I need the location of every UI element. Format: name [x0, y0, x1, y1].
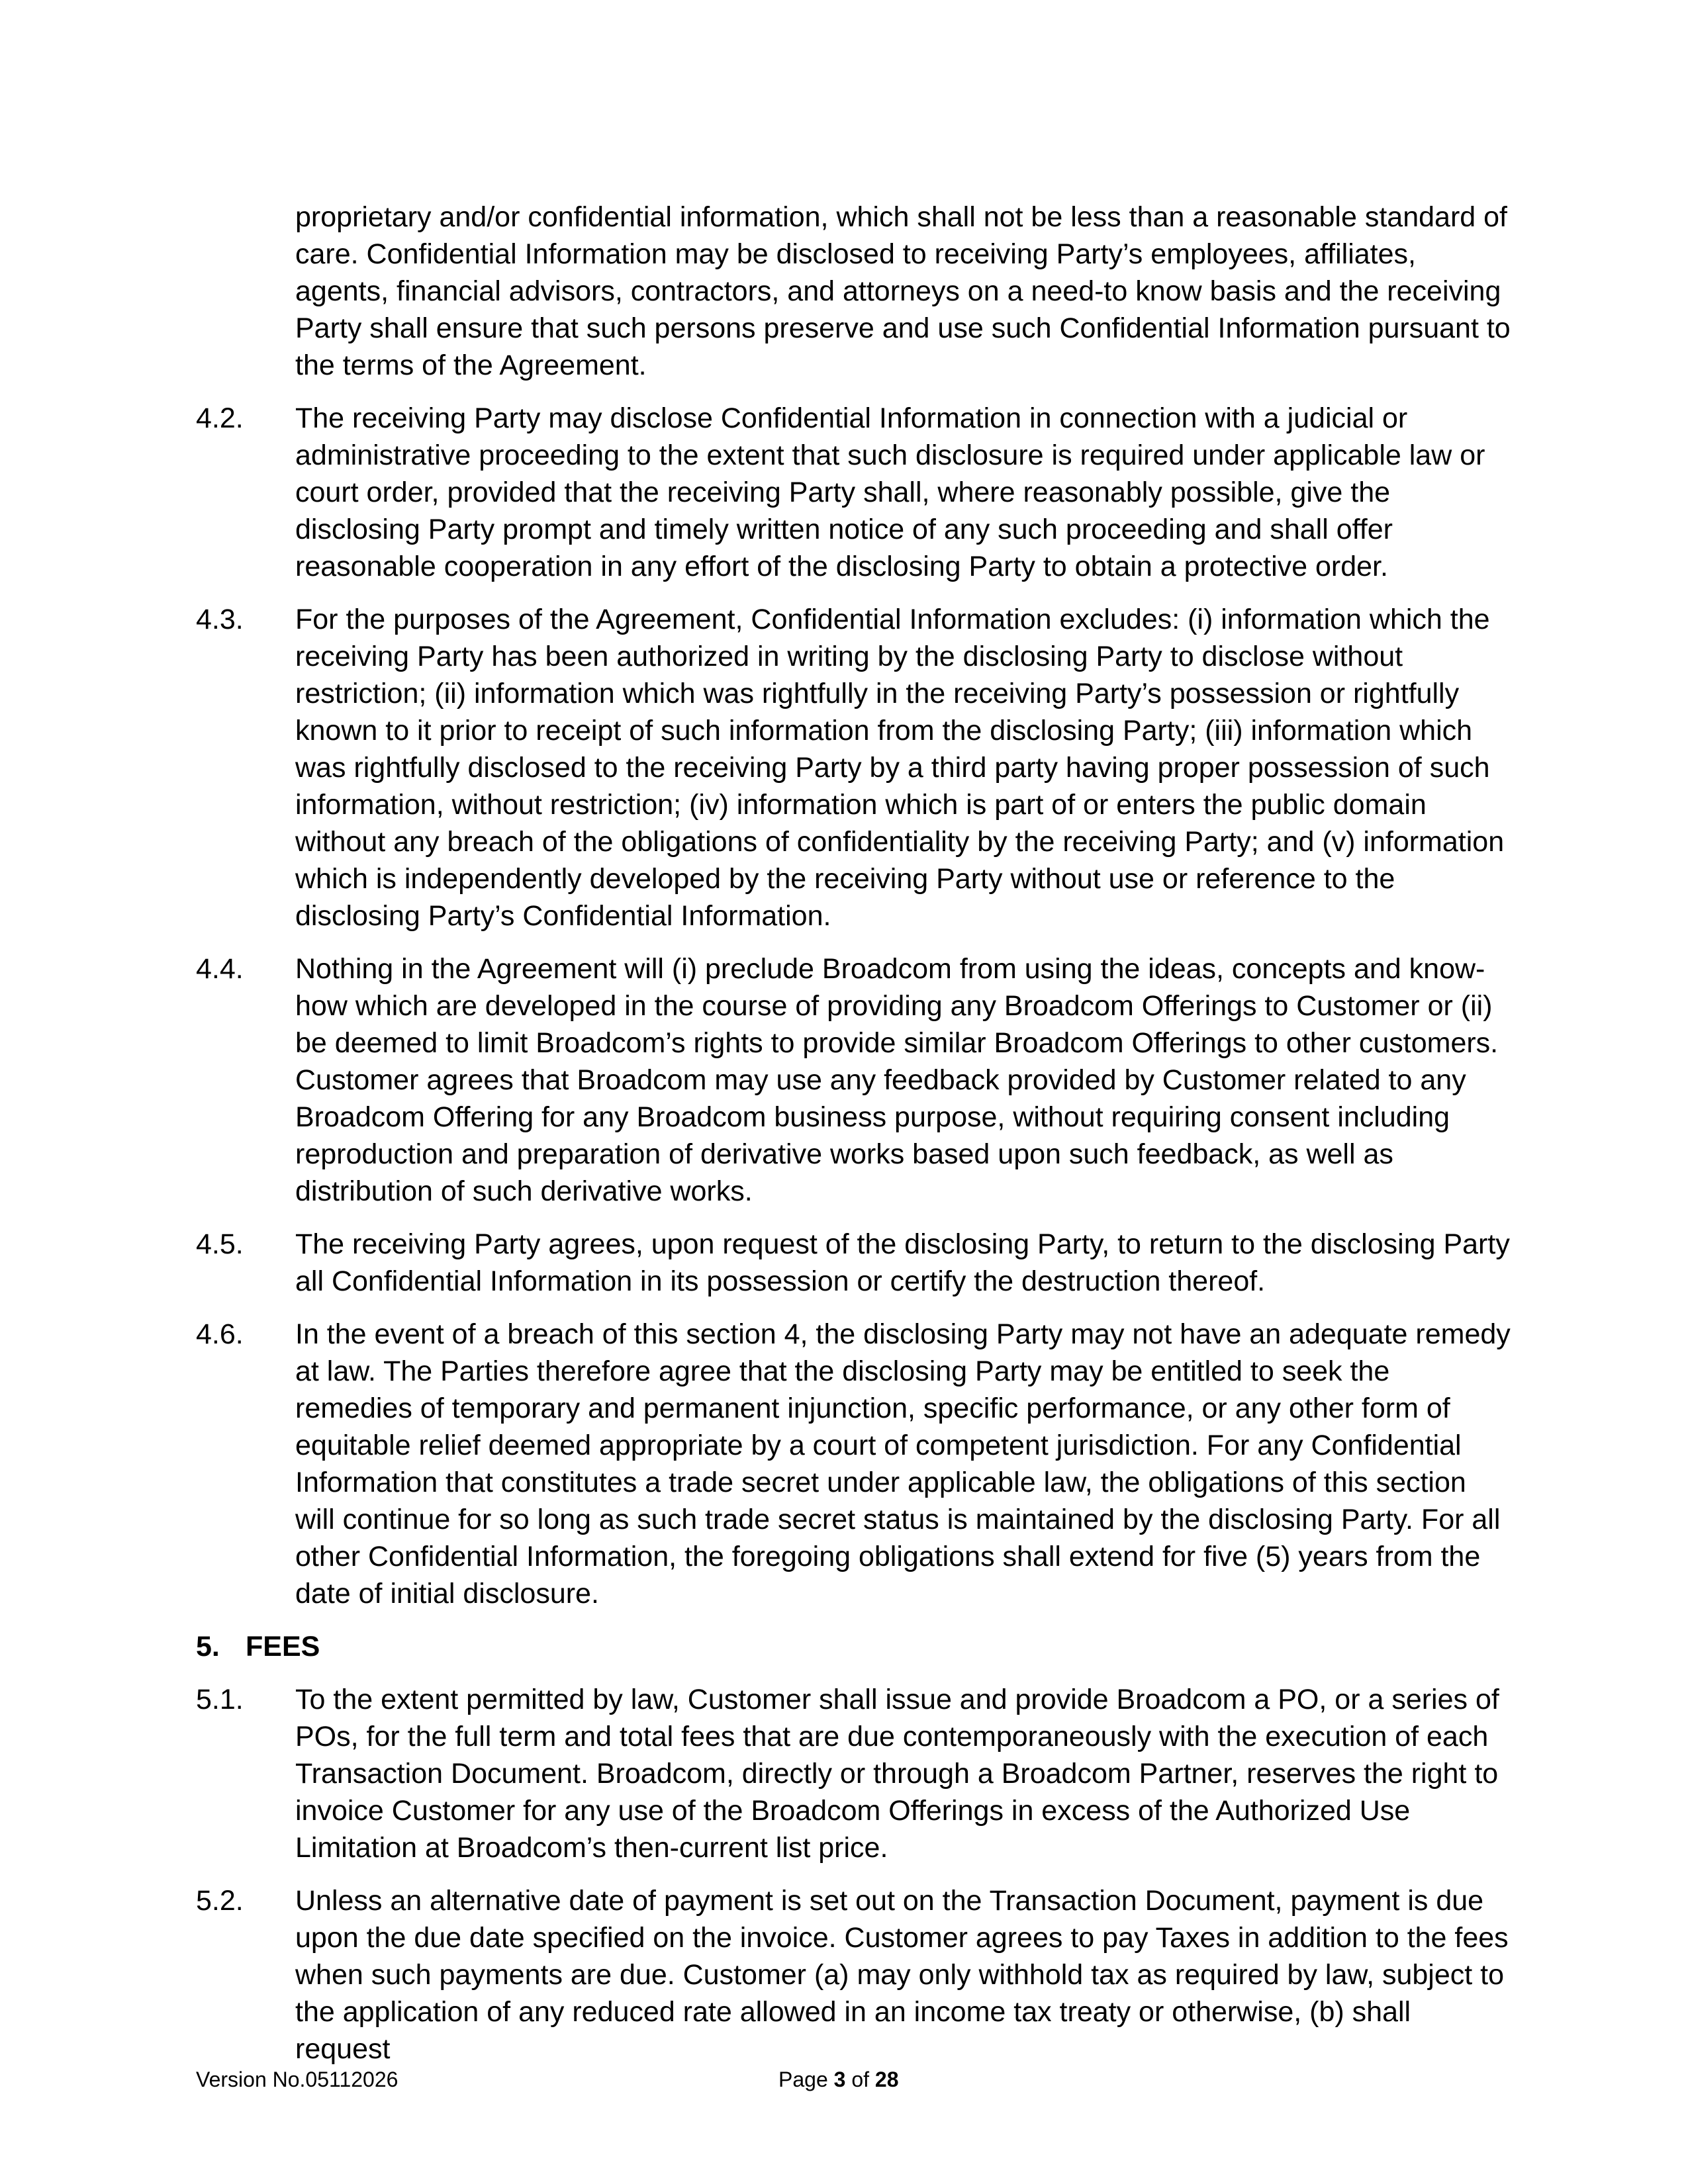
page-current: 3 [833, 2068, 846, 2091]
clause-5-1 [196, 1681, 1513, 1866]
clause-4-4 [196, 950, 1513, 1210]
clause-text: To the extent permitted by law, Customer shall issue and provide Broadcom a PO, or a series of POs, for the full term and total fees that are due contemporaneously with the execution of each Transaction Document. Broadcom, directly or through a Broadcom Partner, reserves the right to invoice Customer for any use of the Broadcom Offerings in excess of the Authorized Use Limitation at Broadcom’s then-current list price. [295, 1684, 1499, 1864]
clause-4-3 [196, 601, 1513, 934]
clause-number: 4.4. [196, 953, 244, 985]
section-number: 5. [196, 1631, 220, 1662]
page-footer [196, 2066, 1513, 2093]
clause-text: Unless an alternative date of payment is set out on the Transaction Document, payment is due upon the due date specified on the invoice. Customer agrees to pay Taxes in addition to the fees when such payments are due. Customer (a) may only withhold tax as required by law, subject to the application of any reduced rate allowed in an income tax treaty or otherwise, (b) shall request [295, 1885, 1509, 2065]
clause-number: 4.3. [196, 604, 244, 635]
clause-4-2 [196, 400, 1513, 585]
page-word: Page [778, 2068, 828, 2091]
version-number: Version No.05112026 [196, 2068, 399, 2091]
page-number [778, 2066, 898, 2093]
clause-text: The receiving Party may disclose Confidential Information in connection with a judicial or administrative proceeding to the extent that such disclosure is required under applicable law or court order, provided that the receiving Party shall, where reasonably possible, give the disclosing Party prompt and timely written notice of any such proceeding and shall offer reasonable cooperation in any effort of the disclosing Party to obtain a protective order. [295, 402, 1485, 582]
clause-4-5 [196, 1226, 1513, 1300]
page-total: 28 [874, 2068, 899, 2091]
clause-text: The receiving Party agrees, upon request of the disclosing Party, to return to the disclosing Party all Confidential Information in its possession or certify the destruction thereof. [295, 1228, 1510, 1297]
document-body [196, 199, 1513, 2083]
clause-number: 4.2. [196, 402, 244, 434]
page-of: of [851, 2068, 869, 2091]
clause-text: Nothing in the Agreement will (i) preclude Broadcom from using the ideas, concepts and know-how which are developed in the course of providing any Broadcom Offerings to Customer or (ii) be deemed to limit Broadcom’s rights to provide similar Broadcom Offerings to other customers. Customer agrees that Broadcom may use any feedback provided by Customer related to any Broadcom Offering for any Broadcom business purpose, without requiring consent including reproduction and preparation of derivative works based upon such feedback, as well as distribution of such derivative works. [295, 953, 1499, 1207]
clause-number: 5.2. [196, 1885, 244, 1917]
clause-text: For the purposes of the Agreement, Confidential Information excludes: (i) information which the receiving Party has been authorized in writing by the disclosing Party to disclose without restriction; (ii) information which was rightfully in the receiving Party’s possession or rightfully known to it prior to receipt of such information from the disclosing Party; (iii) information which was rightfully disclosed to the receiving Party by a third party having proper possession of such information, without restriction; (iv) information which is part of or enters the public domain without any breach of the obligations of confidentiality by the receiving Party; and (v) information which is independently developed by the receiving Party without use or reference to the disclosing Party’s Confidential Information. [295, 604, 1505, 932]
clause-number: 4.5. [196, 1228, 244, 1260]
clause-number: 4.6. [196, 1318, 244, 1350]
clause-5-2 [196, 1882, 1513, 2068]
section-title: FEES [246, 1631, 320, 1662]
clause-4-6 [196, 1316, 1513, 1612]
clause-text: In the event of a breach of this section 4, the disclosing Party may not have an adequate remedy at law. The Parties therefore agree that the disclosing Party may be entitled to seek the remedies of temporary and permanent injunction, specific performance, or any other form of equitable relief deemed appropriate by a court of competent jurisdiction. For any Confidential Information that constitutes a trade secret under applicable law, the obligations of this section will continue for so long as such trade secret status is maintained by the disclosing Party. For all other Confidential Information, the foregoing obligations shall extend for five (5) years from the date of initial disclosure. [295, 1318, 1511, 1610]
continuation-paragraph: proprietary and/or confidential information, which shall not be less than a reasonable standard of care. Confidential Information may be disclosed to receiving Party’s employees, affiliates, agents, financial advisors, contractors, and attorneys on a need-to know basis and the receiving Party shall ensure that such persons preserve and use such Confidential Information pursuant to the terms of the Agreement. [295, 201, 1511, 381]
clause-number: 5.1. [196, 1684, 244, 1715]
section-heading-fees [196, 1628, 1513, 1665]
